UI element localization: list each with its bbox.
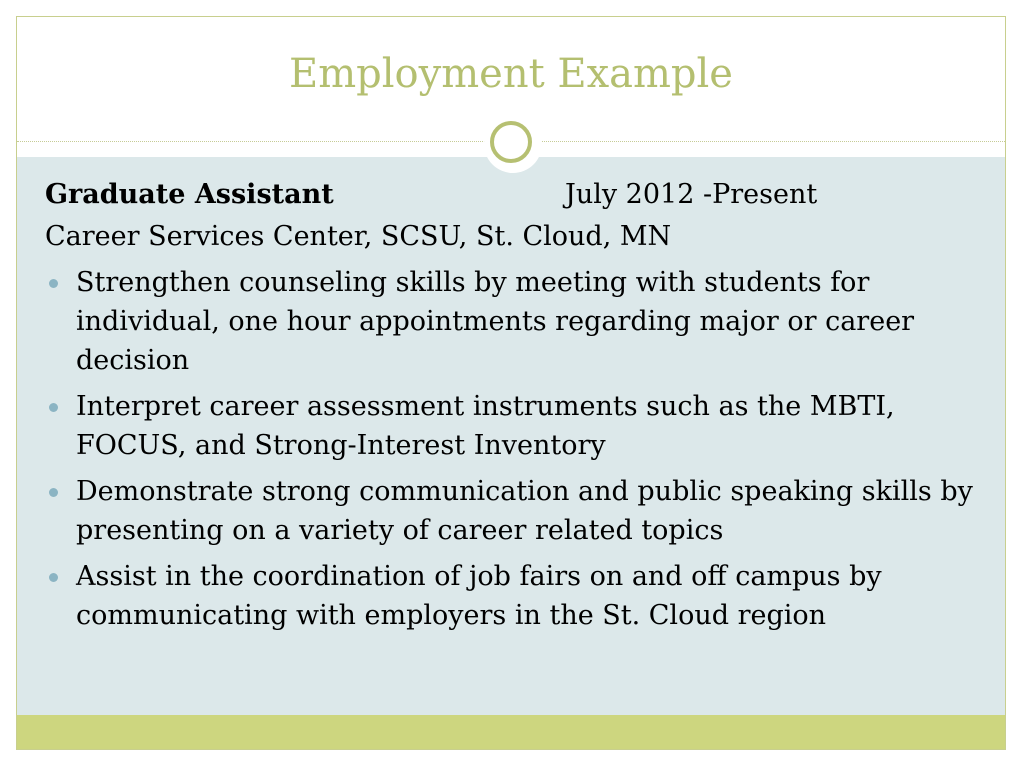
bullet-icon [49, 488, 58, 497]
footer-bar [17, 715, 1005, 750]
list-item-text: Assist in the coordination of job fairs on and off campus by communicating with employers in the St. Cloud region [76, 561, 882, 631]
list-item-text: Interpret career assessment instruments such as the MBTI, FOCUS, and Strong-Interest Inventory [76, 391, 895, 461]
duties-list [45, 263, 985, 635]
list-item-text: Strengthen counseling skills by meeting with students for individual, one hour appointments regarding major or career decision [76, 267, 915, 376]
slide-content [45, 175, 985, 642]
list-item-text: Demonstrate strong communication and public speaking skills by presenting on a variety of career related topics [76, 476, 973, 546]
list-item [45, 263, 985, 380]
slide [16, 16, 1006, 750]
bullet-icon [49, 573, 58, 582]
slide-title: Employment Example [289, 51, 733, 97]
bullet-icon [49, 279, 58, 288]
divider-circle-ornament [490, 121, 532, 163]
job-title: Graduate Assistant [45, 179, 334, 210]
job-organization: Career Services Center, SCSU, St. Cloud, MN [45, 221, 672, 252]
list-item [45, 472, 985, 550]
job-dates: July 2012 -Present [565, 179, 818, 210]
list-item [45, 557, 985, 635]
list-item [45, 387, 985, 465]
bullet-icon [49, 403, 58, 412]
job-header [45, 175, 985, 217]
